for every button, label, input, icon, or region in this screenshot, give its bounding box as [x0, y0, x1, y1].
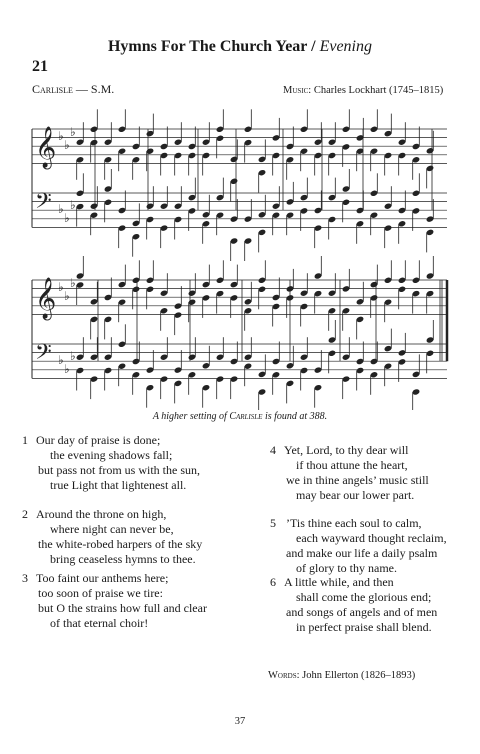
flat-icon: ♭ [70, 276, 76, 290]
verse-line: shall come the glorious end; [296, 590, 432, 604]
flat-icon: ♭ [64, 289, 70, 303]
flat-icon: ♭ [64, 362, 70, 376]
verse-6 [270, 575, 438, 635]
header-section: Evening [319, 38, 372, 55]
verse-line: where night can never be, [50, 522, 174, 536]
verse-line: ’Tis thine each soul to calm, [286, 516, 422, 530]
header-separator: / [307, 38, 320, 55]
verse-line: if thou attune the heart, [296, 458, 408, 472]
flat-icon: ♭ [58, 353, 64, 367]
verse-line: Around the throne on high, [36, 507, 167, 521]
verse-number: 3 [22, 571, 28, 585]
flat-icon: ♭ [64, 211, 70, 225]
verse-line: of that eternal choir! [50, 616, 149, 630]
flat-icon: ♭ [58, 129, 64, 143]
verse-number: 6 [270, 575, 276, 589]
verse-line: bring ceaseless hymns to thee. [50, 552, 196, 566]
note-tune: Carlisle [229, 411, 263, 422]
verse-line: in perfect praise shall blend. [296, 620, 432, 634]
verse-line: and songs of angels and of men [286, 605, 438, 619]
verse-4 [270, 443, 429, 503]
bass-clef-icon: 𝄢 [35, 189, 52, 219]
verse-line: the evening shadows fall; [50, 448, 173, 462]
tune-name: Carlisle — S.M. [32, 82, 115, 96]
flat-icon: ♭ [58, 202, 64, 216]
page-number: 37 [234, 716, 246, 727]
flat-icon: ♭ [70, 349, 76, 363]
music-composer: Charles Lockhart (1745–1815) [311, 85, 444, 96]
clefs [35, 125, 76, 376]
bass-clef-icon: 𝄢 [35, 340, 52, 370]
verse-line: of glory to thy name. [296, 561, 397, 575]
music-label: Music: [283, 85, 312, 96]
verse-line: the white-robed harpers of the sky [38, 537, 203, 551]
verse-number: 4 [270, 443, 276, 457]
verse-line: true Light that lightenest all. [50, 478, 187, 492]
treble-clef-icon: 𝄞 [35, 127, 57, 168]
verse-3 [22, 571, 207, 631]
verse-5 [270, 516, 447, 576]
header-title: Hymns For The Church Year [107, 38, 308, 55]
flat-icon: ♭ [58, 280, 64, 294]
words-label: Words: [268, 670, 300, 681]
verse-number: 5 [270, 516, 276, 530]
verse-line: Our day of praise is done; [36, 433, 161, 447]
note-suffix: is found at 388. [262, 411, 328, 422]
verse-line: but pass not from us with the sun, [38, 463, 200, 477]
words-author: John Ellerton (1826–1893) [299, 670, 416, 681]
flat-icon: ♭ [70, 125, 76, 139]
flat-icon: ♭ [70, 198, 76, 212]
verse-number: 2 [22, 507, 28, 521]
tune-note [0, 411, 480, 422]
verse-line: and make our life a daily psalm [286, 546, 438, 560]
score-notes [76, 109, 435, 410]
verse-line: too soon of praise we tire: [38, 586, 163, 600]
verse-1 [22, 433, 200, 493]
verse-line: each wayward thought reclaim, [296, 531, 447, 545]
words-credit [268, 670, 415, 681]
verse-line: we in thine angels’ music still [286, 473, 429, 487]
verse-line: but O the strains how full and clear [38, 601, 207, 615]
verse-line: may bear our lower part. [296, 488, 415, 502]
verse-2 [22, 507, 203, 567]
note-prefix: A higher setting of [152, 411, 230, 422]
treble-clef-icon: 𝄞 [35, 278, 57, 319]
hymn-number: 21 [32, 58, 48, 75]
flat-icon: ♭ [64, 138, 70, 152]
verse-line: A little while, and then [284, 575, 394, 589]
verse-line: Yet, Lord, to thy dear will [284, 443, 409, 457]
verse-number: 1 [22, 433, 28, 447]
verse-line: Too faint our anthems here; [36, 571, 169, 585]
